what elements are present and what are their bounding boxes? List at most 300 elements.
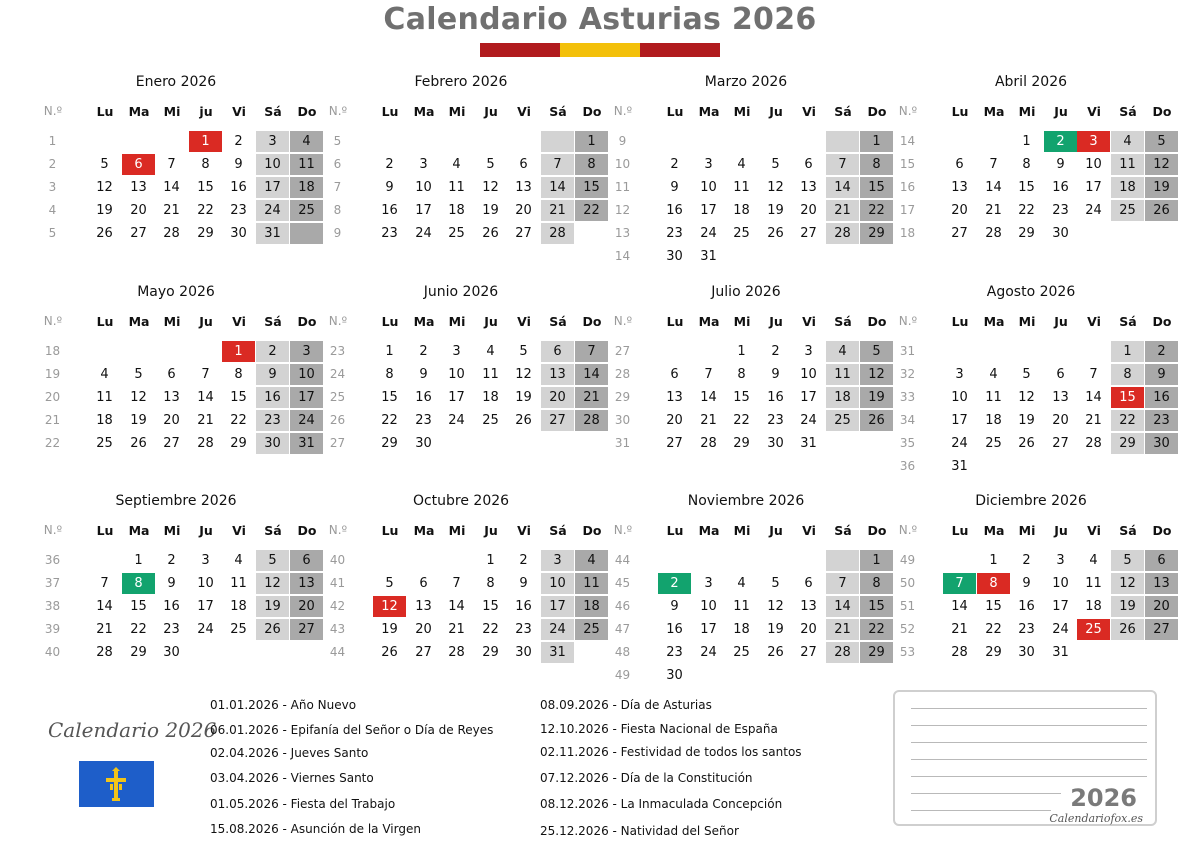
day-cell: 19 (381, 622, 398, 637)
day-cell: 26 (96, 226, 113, 241)
day-cell: 8 (575, 154, 608, 175)
day-cell: 1 (575, 131, 608, 152)
day-cell: 15 (482, 599, 499, 614)
day-cell: 27 (666, 436, 683, 451)
day-cell: 10 (1085, 157, 1102, 172)
weekday-header: Mi (733, 104, 751, 119)
day-cell: 10 (448, 367, 465, 382)
holiday-item: 08.12.2026 - La Inmaculada Concepción (540, 797, 783, 811)
day-cell: 24 (800, 413, 817, 428)
weekday-header: Ju (484, 523, 498, 538)
day-cell: 27 (163, 436, 180, 451)
weekday-header: Vi (802, 523, 816, 538)
day-cell: 2 (658, 573, 691, 594)
day-cell: 6 (804, 576, 813, 591)
weekday-header: Sá (834, 104, 852, 119)
day-cell: 17 (951, 413, 968, 428)
week-number: 10 (614, 157, 631, 171)
day-cell: 20 (415, 622, 432, 637)
day-cell: 17 (1052, 599, 1069, 614)
day-cell: 8 (234, 367, 243, 382)
day-cell: 18 (985, 413, 1002, 428)
weekday-header: Ma (698, 314, 720, 329)
day-cell: 30 (1018, 645, 1035, 660)
week-number-header: N.º (43, 523, 63, 537)
day-cell: 20 (515, 203, 532, 218)
day-cell: 22 (985, 622, 1002, 637)
day-cell: 22 (230, 413, 247, 428)
day-cell: 6 (955, 157, 964, 172)
day-cell: 12 (1111, 573, 1144, 594)
day-cell: 27 (515, 226, 532, 241)
day-cell: 25 (733, 645, 750, 660)
day-cell: 24 (700, 645, 717, 660)
day-cell: 12 (767, 599, 784, 614)
month-title: Julio 2026 (711, 284, 781, 300)
day-cell: 1 (1111, 341, 1144, 362)
day-cell: 2 (234, 134, 243, 149)
site-watermark: Calendariofox.es (1049, 812, 1143, 825)
week-number: 39 (44, 622, 61, 636)
day-cell: 13 (130, 180, 147, 195)
week-number: 47 (614, 622, 631, 636)
weekday-header: Sá (549, 523, 567, 538)
week-number-header: N.º (613, 104, 633, 118)
day-cell: 7 (541, 154, 574, 175)
weekday-header: Sá (834, 314, 852, 329)
day-cell: 30 (767, 436, 784, 451)
day-cell: 30 (515, 645, 532, 660)
weekday-header: Mi (163, 314, 181, 329)
day-cell: 29 (197, 226, 214, 241)
day-cell: 4 (452, 157, 461, 172)
week-number: 27 (329, 436, 346, 450)
day-cell: 15 (197, 180, 214, 195)
day-cell: 11 (575, 573, 608, 594)
day-cell: 2 (1022, 553, 1031, 568)
day-cell: 14 (700, 390, 717, 405)
day-cell: 17 (197, 599, 214, 614)
day-cell: 13 (666, 390, 683, 405)
day-cell: 5 (134, 367, 143, 382)
weekday-header: Ju (199, 523, 213, 538)
weekday-header: Ju (1054, 314, 1068, 329)
day-cell: 10 (951, 390, 968, 405)
day-cell: 20 (290, 596, 323, 617)
day-cell: 1 (1022, 134, 1031, 149)
weekday-header: Lu (666, 314, 684, 329)
day-cell: 28 (541, 223, 574, 244)
week-number: 14 (614, 249, 631, 263)
day-cell: 19 (482, 203, 499, 218)
weekday-header: Sá (1119, 314, 1137, 329)
month-title: Marzo 2026 (704, 74, 788, 90)
page-title: Calendario Asturias 2026 (383, 2, 817, 37)
day-cell: 8 (860, 154, 893, 175)
weekday-header: Vi (517, 104, 531, 119)
week-number: 46 (614, 599, 631, 613)
week-number: 33 (899, 390, 916, 404)
weekday-header: Ju (769, 523, 783, 538)
day-cell: 16 (1145, 387, 1178, 408)
week-number: 6 (333, 157, 342, 171)
week-number-header: N.º (43, 314, 63, 328)
day-cell: 6 (290, 550, 323, 571)
day-cell: 24 (448, 413, 465, 428)
day-cell: 13 (1145, 573, 1178, 594)
weekday-header: Vi (802, 104, 816, 119)
day-cell: 30 (666, 249, 683, 264)
day-cell: 1 (989, 553, 998, 568)
day-cell: 5 (100, 157, 109, 172)
empty-weekend-cell (826, 550, 859, 571)
week-number: 37 (44, 576, 61, 590)
day-cell: 11 (985, 390, 1002, 405)
day-cell: 22 (860, 200, 893, 221)
day-cell: 18 (733, 203, 750, 218)
weekday-header: Ju (484, 104, 498, 119)
day-cell: 5 (860, 341, 893, 362)
weekday-header: Mi (448, 314, 466, 329)
week-number: 41 (329, 576, 346, 590)
day-cell: 20 (1145, 596, 1178, 617)
day-cell: 30 (1052, 226, 1069, 241)
weekday-header: Vi (1087, 104, 1101, 119)
day-cell: 6 (122, 154, 155, 175)
day-cell: 29 (130, 645, 147, 660)
day-cell: 3 (201, 553, 210, 568)
month-title: Junio 2026 (423, 284, 499, 300)
weekday-header: Ma (983, 523, 1005, 538)
weekday-header: Do (867, 523, 887, 538)
holiday-item: 25.12.2026 - Natividad del Señor (540, 824, 739, 838)
day-cell: 24 (700, 226, 717, 241)
empty-weekend-cell (290, 223, 323, 244)
day-cell: 28 (951, 645, 968, 660)
weekday-header: Ma (983, 314, 1005, 329)
weekday-header: Ju (1054, 523, 1068, 538)
day-cell: 28 (197, 436, 214, 451)
day-cell: 17 (700, 622, 717, 637)
day-cell: 28 (96, 645, 113, 660)
day-cell: 3 (419, 157, 428, 172)
day-cell: 4 (1089, 553, 1098, 568)
day-cell: 5 (1022, 367, 1031, 382)
day-cell: 24 (415, 226, 432, 241)
month-title: Septiembre 2026 (115, 493, 237, 509)
day-cell: 16 (230, 180, 247, 195)
weekday-header: Lu (666, 104, 684, 119)
day-cell: 4 (234, 553, 243, 568)
day-cell: 29 (1111, 433, 1144, 454)
day-cell: 18 (733, 622, 750, 637)
day-cell: 1 (134, 553, 143, 568)
weekday-header: Mi (1018, 104, 1036, 119)
day-cell: 2 (1145, 341, 1178, 362)
weekday-header: Do (582, 523, 602, 538)
day-cell: 14 (1085, 390, 1102, 405)
weekday-header: Lu (381, 314, 399, 329)
weekday-header: Do (1152, 104, 1172, 119)
day-cell: 15 (381, 390, 398, 405)
calendar-script-title: Calendario 2026 (48, 718, 217, 742)
weekday-header: Lu (951, 523, 969, 538)
day-cell: 11 (1111, 154, 1144, 175)
day-cell: 23 (381, 226, 398, 241)
day-cell: 3 (256, 131, 289, 152)
day-cell: 18 (230, 599, 247, 614)
day-cell: 8 (1022, 157, 1031, 172)
week-number: 28 (614, 367, 631, 381)
weekday-header: Ma (128, 523, 150, 538)
day-cell: 13 (515, 180, 532, 195)
day-cell: 1 (385, 344, 394, 359)
week-number: 49 (614, 668, 631, 682)
day-cell: 19 (767, 203, 784, 218)
day-cell: 24 (951, 436, 968, 451)
day-cell: 9 (670, 599, 679, 614)
day-cell: 9 (771, 367, 780, 382)
day-cell: 7 (167, 157, 176, 172)
day-cell: 23 (256, 410, 289, 431)
day-cell: 6 (1056, 367, 1065, 382)
day-cell: 9 (419, 367, 428, 382)
day-cell: 13 (541, 364, 574, 385)
day-cell: 8 (122, 573, 155, 594)
week-number: 40 (44, 645, 61, 659)
day-cell: 24 (197, 622, 214, 637)
week-number: 50 (899, 576, 916, 590)
day-cell: 20 (541, 387, 574, 408)
day-cell: 1 (486, 553, 495, 568)
weekday-header: Vi (1087, 314, 1101, 329)
day-cell: 1 (737, 344, 746, 359)
day-cell: 19 (1111, 596, 1144, 617)
day-cell: 3 (452, 344, 461, 359)
day-cell: 12 (373, 596, 406, 617)
day-cell: 18 (448, 203, 465, 218)
holiday-item: 07.12.2026 - Día de la Constitución (540, 771, 753, 785)
day-cell: 12 (96, 180, 113, 195)
weekday-header: Ma (413, 523, 435, 538)
day-cell: 17 (256, 177, 289, 198)
day-cell: 10 (256, 154, 289, 175)
day-cell: 26 (860, 410, 893, 431)
week-number: 23 (329, 344, 346, 358)
weekday-header: Lu (666, 523, 684, 538)
day-cell: 23 (415, 413, 432, 428)
week-number: 11 (614, 180, 631, 194)
day-cell: 21 (1085, 413, 1102, 428)
day-cell: 9 (256, 364, 289, 385)
day-cell: 3 (1056, 553, 1065, 568)
week-number: 5 (48, 226, 57, 240)
day-cell: 20 (666, 413, 683, 428)
week-number: 34 (899, 413, 916, 427)
weekday-header: Do (297, 523, 317, 538)
day-cell: 12 (860, 364, 893, 385)
day-cell: 22 (197, 203, 214, 218)
day-cell: 30 (256, 433, 289, 454)
day-cell: 17 (541, 596, 574, 617)
week-number-header: N.º (328, 314, 348, 328)
day-cell: 30 (415, 436, 432, 451)
week-number: 26 (329, 413, 346, 427)
day-cell: 3 (290, 341, 323, 362)
month-title: Enero 2026 (135, 74, 217, 90)
weekday-header: Lu (96, 104, 114, 119)
day-cell: 5 (256, 550, 289, 571)
day-cell: 25 (575, 619, 608, 640)
week-number-header: N.º (898, 314, 918, 328)
weekday-header: Lu (381, 523, 399, 538)
weekday-header: Sá (264, 523, 282, 538)
weekday-header: Do (582, 104, 602, 119)
day-cell: 12 (1145, 154, 1178, 175)
day-cell: 5 (1145, 131, 1178, 152)
day-cell: 24 (1052, 622, 1069, 637)
weekday-header: Sá (1119, 104, 1137, 119)
day-cell: 18 (290, 177, 323, 198)
day-cell: 11 (482, 367, 499, 382)
day-cell: 4 (989, 367, 998, 382)
day-cell: 6 (519, 157, 528, 172)
weekday-header: Sá (834, 523, 852, 538)
day-cell: 22 (130, 622, 147, 637)
day-cell: 23 (1018, 622, 1035, 637)
month-title: Noviembre 2026 (687, 493, 805, 509)
weekday-header: Sá (549, 104, 567, 119)
month-title: Octubre 2026 (412, 493, 510, 509)
day-cell: 10 (800, 367, 817, 382)
weekday-header: Ma (413, 314, 435, 329)
day-cell: 12 (515, 367, 532, 382)
day-cell: 27 (951, 226, 968, 241)
day-cell: 26 (515, 413, 532, 428)
day-cell: 17 (448, 390, 465, 405)
day-cell: 9 (385, 180, 394, 195)
week-number-header: N.º (898, 523, 918, 537)
day-cell: 19 (767, 622, 784, 637)
day-cell: 21 (197, 413, 214, 428)
day-cell: 9 (1022, 576, 1031, 591)
day-cell: 25 (1077, 619, 1110, 640)
day-cell: 10 (290, 364, 323, 385)
day-cell: 25 (230, 622, 247, 637)
day-cell: 15 (860, 596, 893, 617)
weekday-header: Ma (128, 104, 150, 119)
holiday-item: 08.09.2026 - Día de Asturias (540, 698, 712, 712)
day-cell: 13 (800, 599, 817, 614)
asturias-flag-icon (79, 761, 154, 807)
day-cell: 16 (666, 203, 683, 218)
day-cell: 13 (1052, 390, 1069, 405)
month-title: Abril 2026 (994, 74, 1068, 90)
day-cell: 20 (800, 203, 817, 218)
victory-cross-icon (79, 761, 154, 807)
weekday-header: Vi (1087, 523, 1101, 538)
day-cell: 26 (1018, 436, 1035, 451)
week-number: 38 (44, 599, 61, 613)
day-cell: 9 (670, 180, 679, 195)
spain-flag-bar (480, 43, 720, 57)
notes-year: 2026 (1070, 784, 1137, 812)
day-cell: 26 (381, 645, 398, 660)
weekday-header: Vi (232, 314, 246, 329)
day-cell: 21 (826, 619, 859, 640)
day-cell: 20 (800, 622, 817, 637)
day-cell: 7 (452, 576, 461, 591)
day-cell: 11 (290, 154, 323, 175)
day-cell: 10 (700, 180, 717, 195)
day-cell: 6 (419, 576, 428, 591)
day-cell: 21 (575, 387, 608, 408)
day-cell: 15 (733, 390, 750, 405)
day-cell: 8 (201, 157, 210, 172)
day-cell: 30 (666, 668, 683, 683)
day-cell: 20 (1052, 413, 1069, 428)
day-cell: 25 (1111, 200, 1144, 221)
day-cell: 12 (482, 180, 499, 195)
weekday-header: Vi (232, 104, 246, 119)
day-cell: 18 (1085, 599, 1102, 614)
month-title: Diciembre 2026 (975, 493, 1087, 509)
note-line (911, 776, 1147, 777)
week-number-header: N.º (328, 523, 348, 537)
weekday-header: ju (199, 104, 213, 119)
weekday-header: Ma (698, 104, 720, 119)
day-cell: 28 (826, 642, 859, 663)
week-number: 31 (614, 436, 631, 450)
note-line (911, 725, 1147, 726)
weekday-header: Sá (1119, 523, 1137, 538)
day-cell: 6 (541, 341, 574, 362)
day-cell: 18 (575, 596, 608, 617)
day-cell: 2 (419, 344, 428, 359)
weekday-header: Do (1152, 523, 1172, 538)
week-number: 42 (329, 599, 346, 613)
day-cell: 22 (1111, 410, 1144, 431)
day-cell: 10 (197, 576, 214, 591)
day-cell: 27 (130, 226, 147, 241)
week-number: 4 (48, 203, 57, 217)
day-cell: 15 (985, 599, 1002, 614)
day-cell: 22 (1018, 203, 1035, 218)
day-cell: 1 (189, 131, 222, 152)
week-number: 44 (329, 645, 346, 659)
week-number: 12 (614, 203, 631, 217)
day-cell: 8 (1111, 364, 1144, 385)
day-cell: 25 (290, 200, 323, 221)
day-cell: 14 (951, 599, 968, 614)
weekday-header: Sá (264, 104, 282, 119)
day-cell: 29 (860, 642, 893, 663)
day-cell: 30 (1145, 433, 1178, 454)
day-cell: 15 (1018, 180, 1035, 195)
week-number: 18 (44, 344, 61, 358)
day-cell: 14 (575, 364, 608, 385)
day-cell: 11 (733, 599, 750, 614)
day-cell: 8 (486, 576, 495, 591)
week-number: 24 (329, 367, 346, 381)
day-cell: 10 (415, 180, 432, 195)
day-cell: 24 (256, 200, 289, 221)
day-cell: 9 (234, 157, 243, 172)
day-cell: 6 (1145, 550, 1178, 571)
weekday-header: Lu (381, 104, 399, 119)
notes-box (893, 690, 1157, 826)
weekday-header: Do (582, 314, 602, 329)
